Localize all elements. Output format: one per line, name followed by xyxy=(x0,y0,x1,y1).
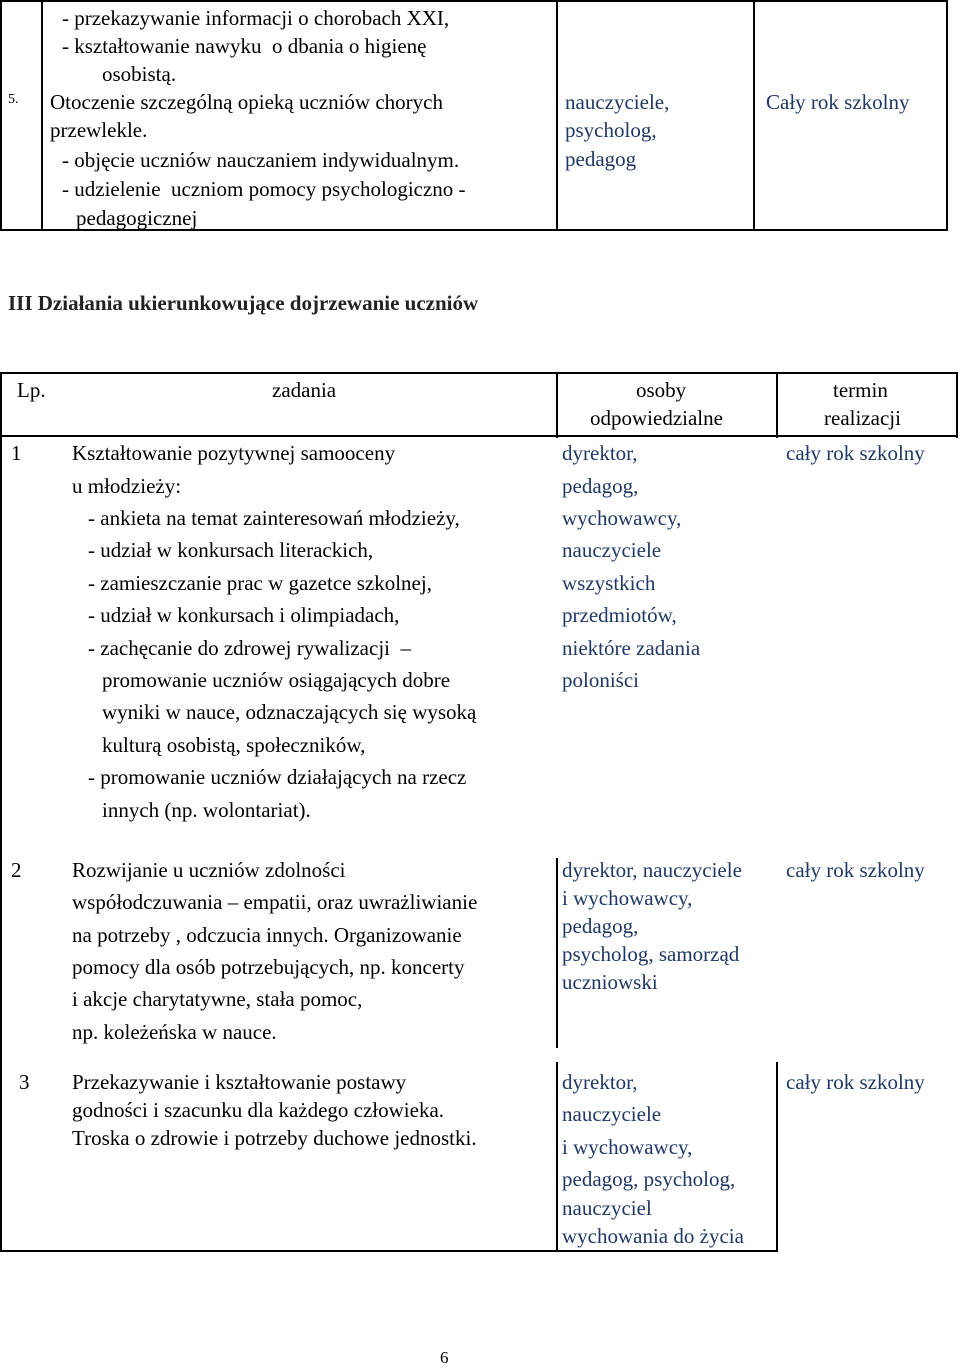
header-deadline: termin xyxy=(833,378,888,402)
task-line: i akcje charytatywne, stała pomoc, xyxy=(72,987,363,1011)
responsible-line: uczniowski xyxy=(562,970,658,994)
task-line: - udział w konkursach literackich, xyxy=(88,538,374,562)
task-line: pomocy dla osób potrzebujących, np. koncerty xyxy=(72,955,465,979)
responsible-line: nauczyciel xyxy=(562,1196,652,1220)
task-line: - zachęcanie do zdrowej rywalizacji – xyxy=(88,636,411,660)
task-line: Rozwijanie u uczniów zdolności xyxy=(72,858,346,882)
section-title: III Działania ukierunkowujące dojrzewanie uczniów xyxy=(8,291,479,315)
task-line: Kształtowanie pozytywnej samooceny xyxy=(72,441,396,465)
responsible-line: niektóre zadania xyxy=(562,636,701,660)
task-line: przewlekle. xyxy=(50,118,148,142)
task-line: osobistą. xyxy=(102,62,177,86)
responsible-line: i wychowawcy, xyxy=(562,886,693,910)
responsible-line: wychowawcy, xyxy=(562,506,682,530)
task-line: u młodzieży: xyxy=(72,474,182,498)
deadline: Cały rok szkolny xyxy=(766,90,910,114)
deadline: cały rok szkolny xyxy=(786,858,925,882)
responsible-line: dyrektor, nauczyciele xyxy=(562,858,742,882)
header-responsible: osoby xyxy=(636,378,687,402)
task-line: promowanie uczniów osiągających dobre xyxy=(102,668,451,692)
task-line: innych (np. wolontariat). xyxy=(102,798,311,822)
responsible-line: poloniści xyxy=(562,668,639,692)
task-line: na potrzeby , odczucia innych. Organizowanie xyxy=(72,923,462,947)
task-line: - objęcie uczniów nauczaniem indywidualnym. xyxy=(62,148,460,172)
task-line: - udział w konkursach i olimpiadach, xyxy=(88,603,400,627)
header-deadline: realizacji xyxy=(824,406,901,430)
header-responsible: odpowiedzialne xyxy=(590,406,723,430)
responsible-line: nauczyciele xyxy=(562,538,662,562)
task-line: godności i szacunku dla każdego człowieka. xyxy=(72,1098,445,1122)
responsible-line: dyrektor, xyxy=(562,441,638,465)
row-number: 2 xyxy=(11,858,22,882)
task-line: - kształtowanie nawyku o dbania o higienę xyxy=(62,34,427,58)
deadline: cały rok szkolny xyxy=(786,1070,925,1094)
responsible-line: wszystkich xyxy=(562,571,656,595)
task-line: - ankieta na temat zainteresowań młodzieży, xyxy=(88,506,460,530)
task-line: pedagogicznej xyxy=(76,206,198,230)
responsible-line: pedagog, psycholog, xyxy=(562,1167,736,1191)
responsible-line: pedagog xyxy=(565,147,637,171)
row-number: 5. xyxy=(8,92,19,107)
task-line: - zamieszczanie prac w gazetce szkolnej, xyxy=(88,571,432,595)
task-line: współodczuwania – empatii, oraz uwrażliwianie xyxy=(72,890,478,914)
responsible-line: pedagog, xyxy=(562,474,639,498)
task-line: wyniki w nauce, odznaczających się wysoką xyxy=(102,700,477,724)
task-line: Otoczenie szczególną opieką uczniów chorych xyxy=(50,90,443,114)
task-line: np. koleżeńska w nauce. xyxy=(72,1020,277,1044)
responsible-line: dyrektor, xyxy=(562,1070,638,1094)
responsible-line: i wychowawcy, xyxy=(562,1135,693,1159)
responsible-line: psycholog, xyxy=(565,118,657,142)
deadline: cały rok szkolny xyxy=(786,441,925,465)
row-number: 1 xyxy=(11,441,22,465)
responsible-line: psycholog, samorząd xyxy=(562,942,740,966)
row-number: 3 xyxy=(19,1070,30,1094)
task-line: kulturą osobistą, społeczników, xyxy=(102,733,366,757)
responsible-line: wychowania do życia xyxy=(562,1224,744,1248)
responsible-line: pedagog, xyxy=(562,914,639,938)
task-line: Troska o zdrowie i potrzeby duchowe jednostki. xyxy=(72,1126,477,1150)
header-lp: Lp. xyxy=(17,378,46,402)
responsible-line: nauczyciele, xyxy=(565,90,670,114)
task-line: - promowanie uczniów działających na rzecz xyxy=(88,765,467,789)
header-tasks: zadania xyxy=(272,378,337,402)
task-line: - przekazywanie informacji o chorobach XXI, xyxy=(62,6,450,30)
responsible-line: nauczyciele xyxy=(562,1102,662,1126)
task-line: - udzielenie uczniom pomocy psychologiczno - xyxy=(62,177,466,201)
responsible-line: przedmiotów, xyxy=(562,603,677,627)
task-line: Przekazywanie i kształtowanie postawy xyxy=(72,1070,407,1094)
page-number: 6 xyxy=(440,1348,449,1367)
